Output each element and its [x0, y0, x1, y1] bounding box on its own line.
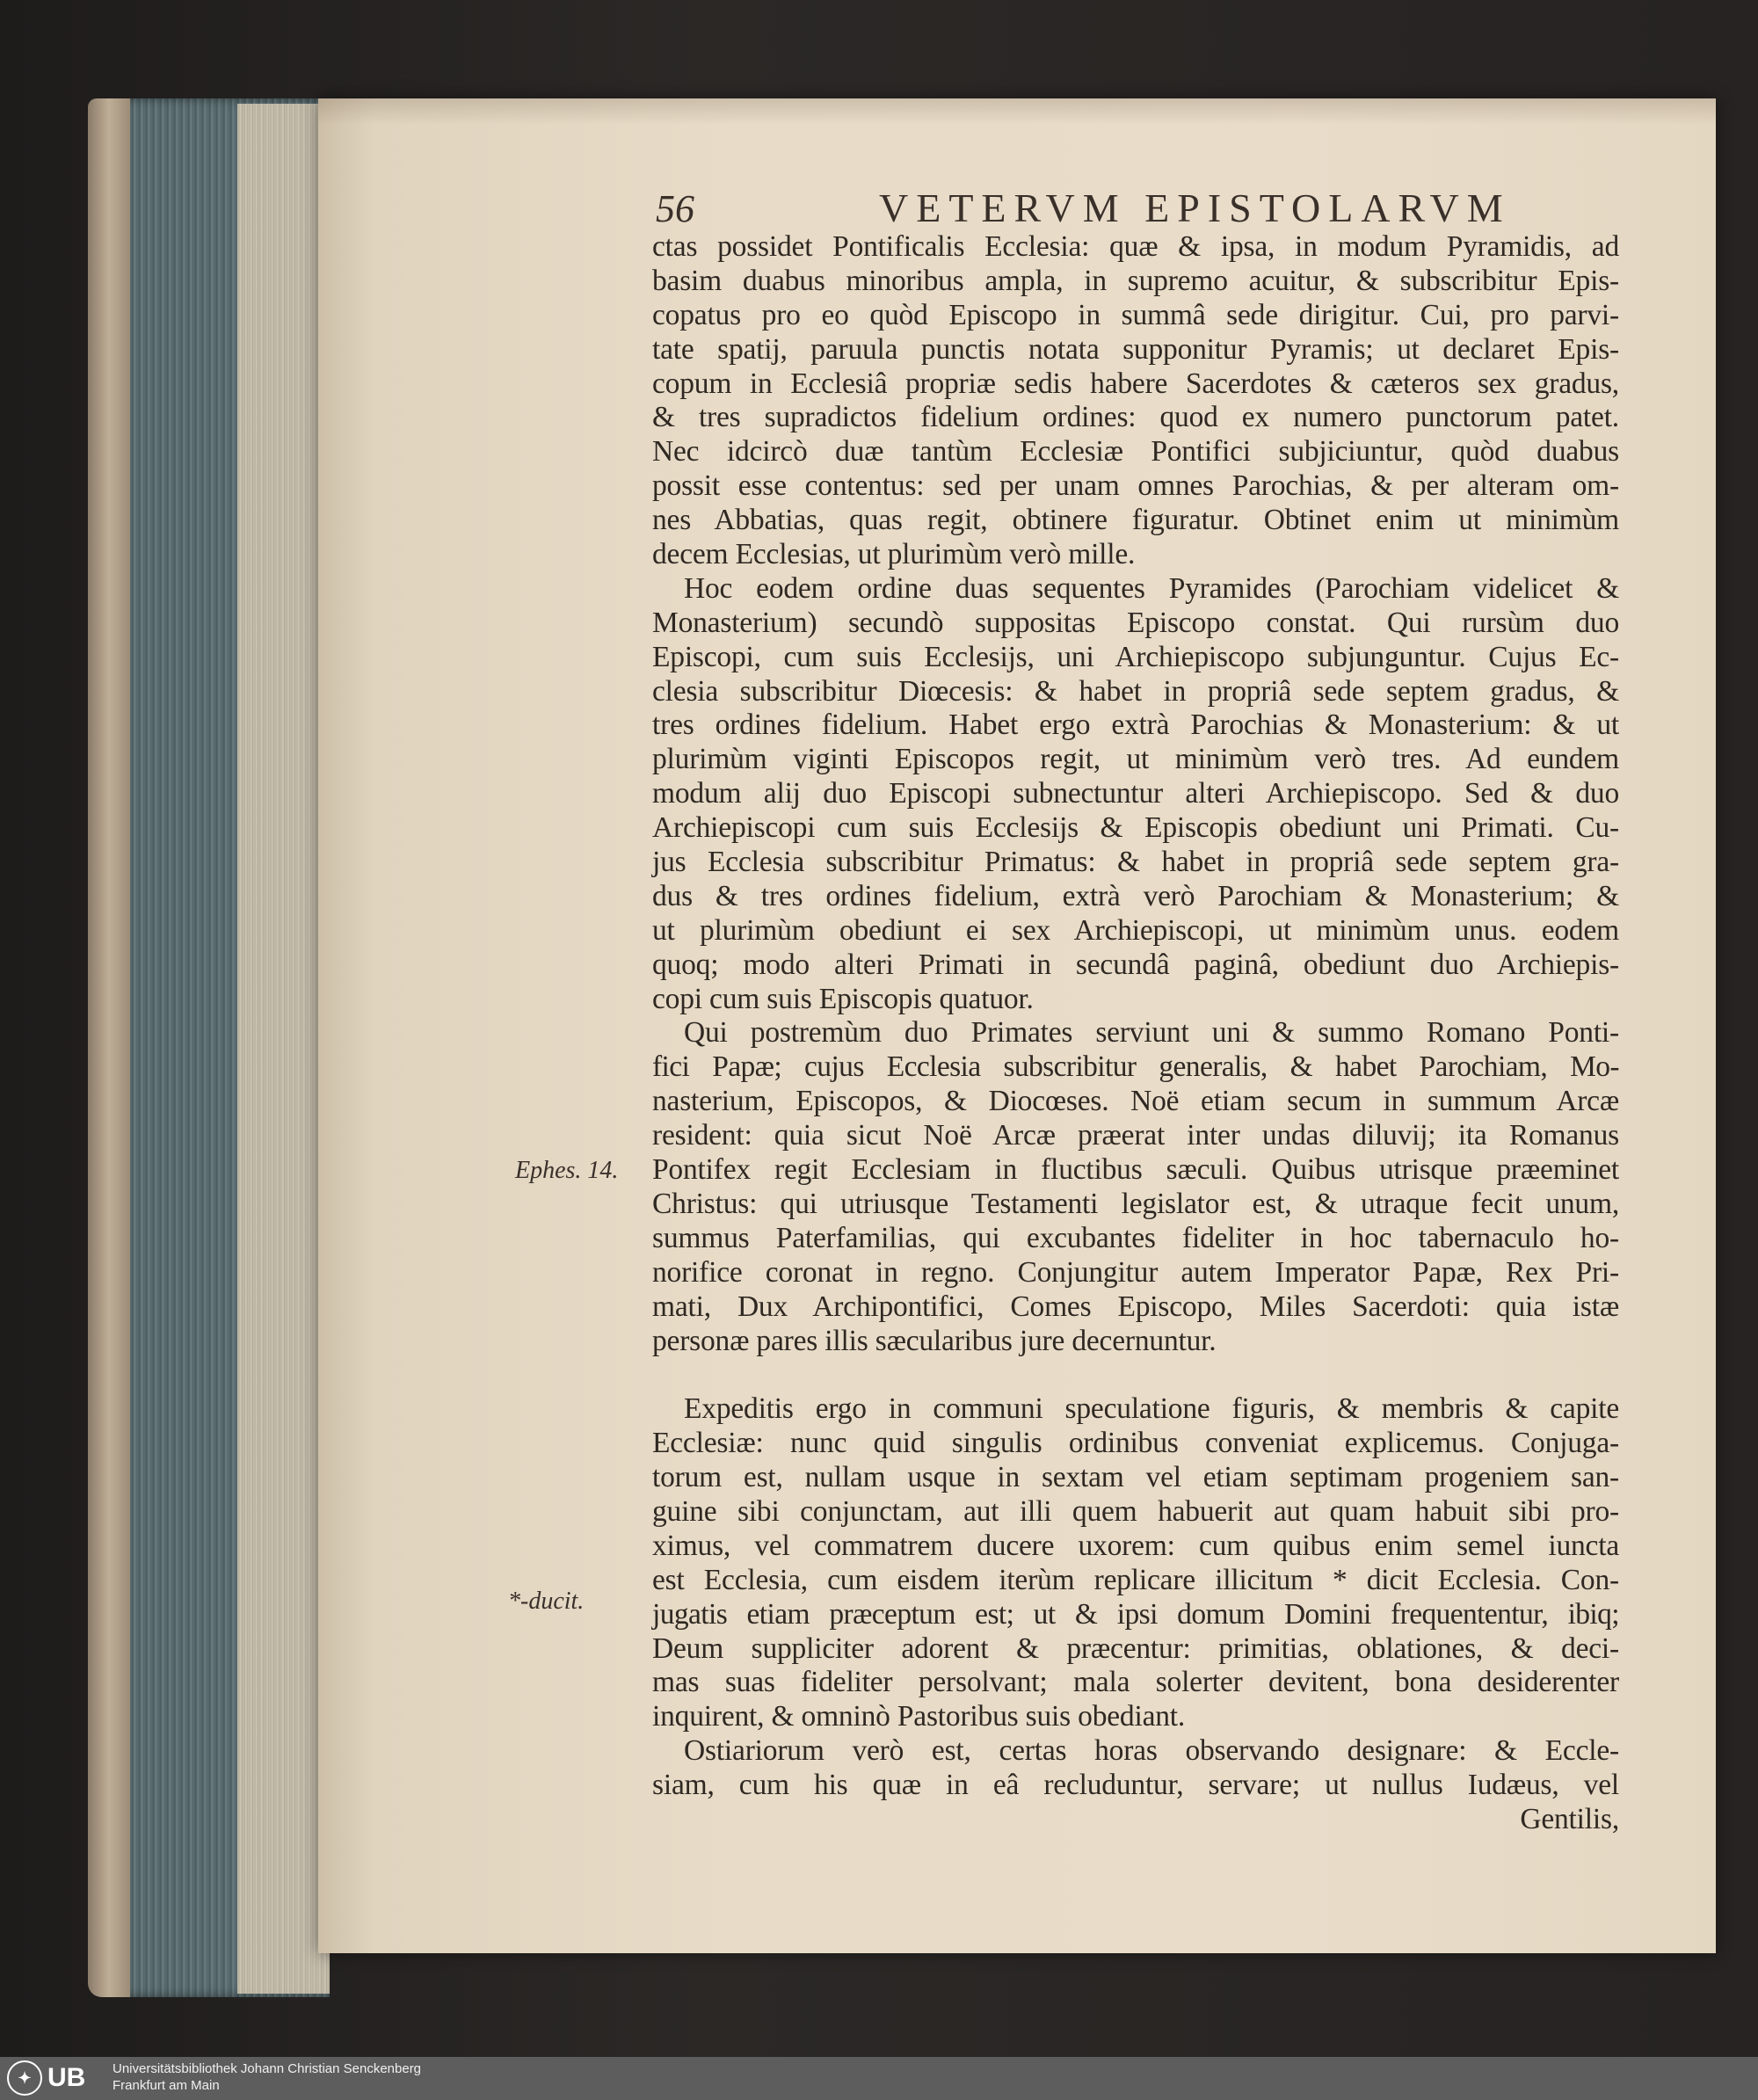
seal-icon: ✦	[7, 2060, 42, 2096]
body-text	[652, 230, 1619, 1837]
text-line: Hoc eodem ordine duas sequentes Pyramides (Parochiam videlicet &	[684, 571, 1619, 605]
logo-text: UB	[47, 2063, 86, 2092]
text-line: copi cum suis Episcopis quatuor.	[652, 982, 1034, 1015]
library-credit	[113, 2060, 421, 2094]
text-line: Deum suppliciter adorent & præcentur: primitias, oblationes, & deci-	[652, 1631, 1619, 1665]
library-logo	[7, 2061, 85, 2095]
text-line: decem Ecclesias, ut plurimùm verò mille.	[652, 538, 1136, 571]
margin-note-ducit: *-ducit.	[508, 1588, 585, 1615]
text-line: Episcopi, cum suis Ecclesijs, uni Archiepiscopo subjunguntur. Cujus Ec-	[652, 640, 1619, 673]
text-line: basim duabus minoribus ampla, in supremo acuitur, & subscribitur Epis-	[652, 264, 1619, 297]
page-number: 56	[656, 187, 694, 230]
text-line: plurimùm viginti Episcopos regit, ut minimùm verò tres. Ad eundem	[652, 743, 1619, 776]
paragraph-gap	[652, 1358, 1619, 1392]
text-line: Christus: qui utriusque Testamenti legislator est, & utraque fecit unum,	[652, 1187, 1619, 1220]
footer-bar	[0, 2057, 1758, 2100]
text-line: Ecclesiæ: nunc quid singulis ordinibus conveniat explicemus. Conjuga-	[652, 1427, 1619, 1460]
text-line: inquirent, & omninò Pastoribus suis obediant.	[652, 1700, 1186, 1733]
text-line: nasterium, Episcopos, & Diocœses. Noë etiam secum in summum Arcæ	[652, 1085, 1619, 1118]
text-line: mas suas fideliter persolvant; mala solerter devitent, bona desiderenter	[652, 1666, 1619, 1699]
text-line: Archiepiscopi cum suis Ecclesijs & Episcopis obediunt uni Primati. Cu-	[652, 811, 1619, 845]
text-line: jugatis etiam præceptum est; ut & ipsi domum Domini frequententur, ibiq;	[652, 1597, 1619, 1631]
catchword: Gentilis,	[1520, 1802, 1619, 1835]
book-cover-edge	[88, 98, 130, 1997]
text-line: nes Abbatias, quas regit, obtinere figuratur. Obtinet enim ut minimùm	[652, 504, 1619, 537]
text-line: summus Paterfamilias, qui excubantes fideliter in hoc tabernaculo ho-	[652, 1221, 1619, 1254]
text-line: norifice coronat in regno. Conjungitur autem Imperator Papæ, Rex Pri-	[652, 1255, 1619, 1289]
text-line: clesia subscribitur Diœcesis: & habet in propriâ sede septem gradus, &	[652, 674, 1619, 708]
text-line: resident: quia sicut Noë Arcæ præerat inter undas diluvij; ita Romanus	[652, 1119, 1619, 1152]
text-line: dus & tres ordines fidelium, extrà verò Parochiam & Monasterium; &	[652, 879, 1619, 912]
text-line: possit esse contentus: sed per unam omnes Parochias, & per alteram om-	[652, 469, 1619, 503]
text-line: ximus, vel commatrem ducere uxorem: cum quibus enim semel iuncta	[652, 1529, 1619, 1562]
text-line: Nec idcircò duæ tantùm Ecclesiæ Pontifici subjiciuntur, quòd duabus	[652, 435, 1619, 469]
text-line: quoq; modo alteri Primati in secundâ paginâ, obediunt duo Archiepis-	[652, 948, 1619, 981]
text-line: ut plurimùm obediunt ei sex Archiepiscopi, ut minimùm unus. eodem	[652, 913, 1619, 947]
text-line: jus Ecclesia subscribitur Primatus: & habet in propriâ sede septem gra-	[652, 846, 1619, 879]
text-line: copum in Ecclesiâ propriæ sedis habere Sacerdotes & cæteros sex gradus,	[652, 367, 1619, 400]
library-city: Frankfurt am Main	[113, 2078, 220, 2093]
text-line: copatus pro eo quòd Episcopo in summâ sede dirigitur. Cui, pro parvi-	[652, 298, 1619, 331]
running-title: VETERVM EPISTOLARVM	[879, 185, 1511, 230]
text-line: torum est, nullam usque in sextam vel etiam septimam progeniem san-	[652, 1461, 1619, 1494]
text-line: Ostiariorum verò est, certas horas observando designare: & Eccle-	[684, 1734, 1619, 1768]
text-line: Monasterium) secundò suppositas Episcopo constat. Qui rursùm duo	[652, 606, 1619, 639]
margin-note-ephesians: Ephes. 14.	[515, 1157, 619, 1184]
page-shadow	[318, 98, 1716, 125]
library-name: Universitätsbibliothek Johann Christian Senckenberg	[113, 2061, 422, 2076]
text-line: Pontifex regit Ecclesiam in fluctibus sæculi. Quibus utrisque præeminet	[652, 1153, 1619, 1187]
text-line: tate spatij, paruula punctis notata supponitur Pyramis; ut declaret Epis-	[652, 332, 1619, 366]
text-line: guine sibi conjunctam, aut illi quem habuerit aut quam habuit sibi pro-	[652, 1494, 1619, 1528]
text-line: personæ pares illis sæcularibus jure decernuntur.	[652, 1324, 1217, 1357]
text-line: Expeditis ergo in communi speculatione figuris, & membris & capite	[684, 1392, 1619, 1426]
text-line: ctas possidet Pontificalis Ecclesia: quæ & ipsa, in modum Pyramidis, ad	[652, 230, 1619, 263]
text-line: & tres supradictos fidelium ordines: quod ex numero punctorum patet.	[652, 401, 1619, 434]
book-inner-edges	[237, 104, 330, 1994]
text-line: mati, Dux Archipontifici, Comes Episcopo, Miles Sacerdoti: quia istæ	[652, 1290, 1619, 1323]
text-line: siam, cum his quæ in eâ recluduntur, servare; ut nullus Iudæus, vel	[652, 1769, 1619, 1802]
text-line: modum alij duo Episcopi subnectuntur alteri Archiepiscopo. Sed & duo	[652, 777, 1619, 810]
text-line: tres ordines fidelium. Habet ergo extrà Parochias & Monasterium: & ut	[652, 708, 1619, 742]
text-line: est Ecclesia, cum eisdem iterùm replicare illicitum * dicit Ecclesia. Con-	[652, 1563, 1619, 1596]
text-line: fici Papæ; cujus Ecclesia subscribitur generalis, & habet Parochiam, Mo-	[652, 1050, 1619, 1084]
text-line: Qui postremùm duo Primates serviunt uni & summo Romano Ponti-	[684, 1016, 1619, 1050]
